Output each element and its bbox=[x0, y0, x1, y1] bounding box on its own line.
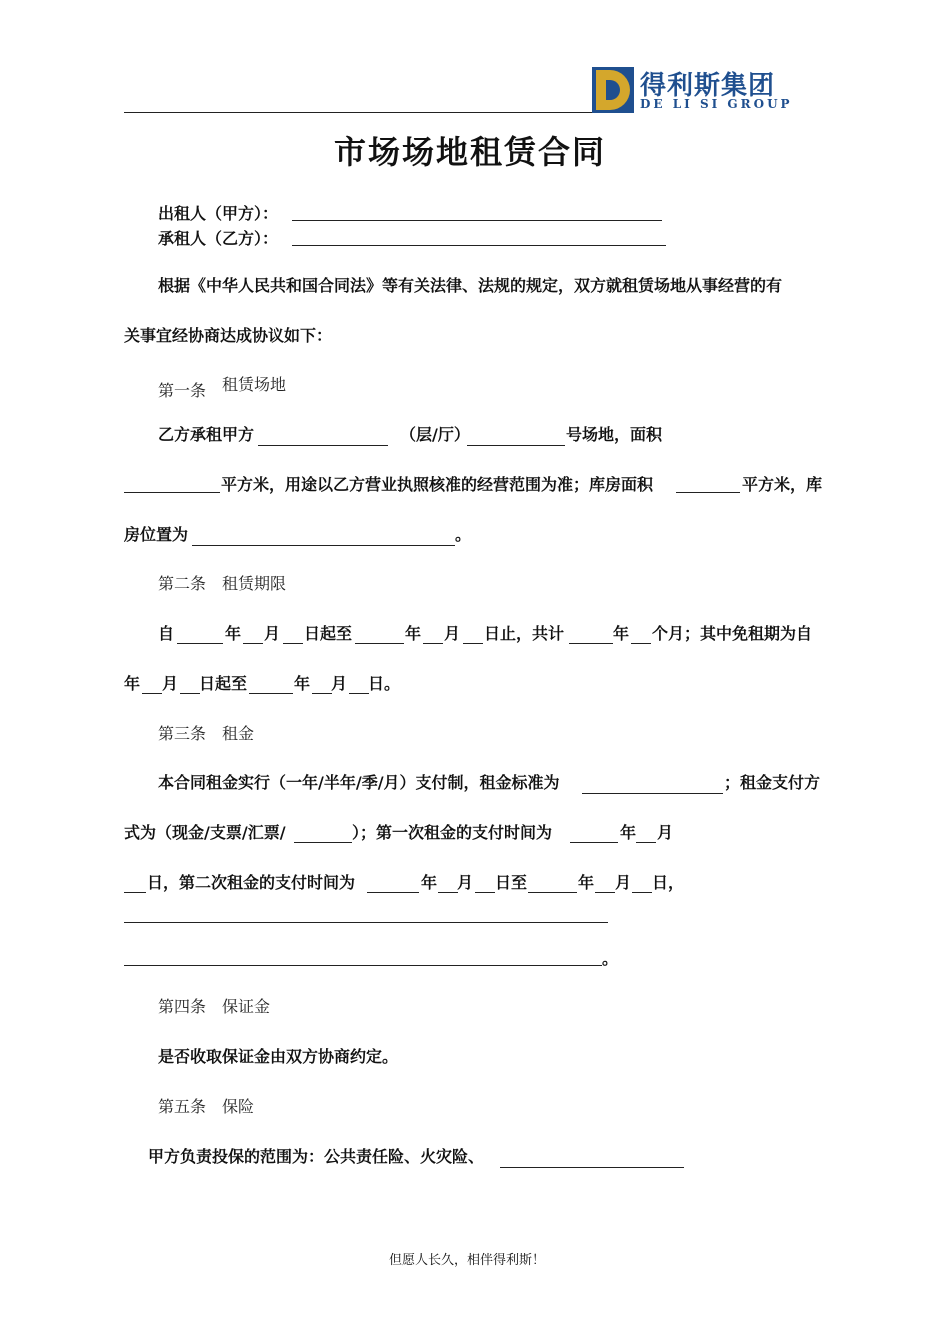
article-1-number: 第一条 bbox=[158, 381, 207, 400]
article-1-text-1: 乙方承租甲方 bbox=[158, 425, 255, 444]
blank-second-pay-year bbox=[367, 892, 419, 893]
article-1-text-4: 平方米，用途以乙方营业执照核准的经营范围为准；库房面积 bbox=[221, 475, 654, 494]
article-5-number: 第五条 bbox=[158, 1097, 207, 1116]
blank-free-end-month bbox=[312, 693, 332, 694]
logo-brand-cn: 得利斯集团 bbox=[640, 71, 776, 101]
blank-site-number bbox=[467, 445, 565, 446]
first-pay-month: 月 bbox=[657, 823, 674, 842]
blank-second-end-day bbox=[632, 892, 652, 893]
blank-area bbox=[124, 492, 220, 493]
blank-payment-method bbox=[294, 842, 352, 843]
article-3-text-5: 日，第二次租金的支付时间为 bbox=[147, 873, 356, 892]
article-4-heading: 保证金 bbox=[222, 997, 271, 1016]
blank-start-year bbox=[177, 643, 223, 644]
blank-insurance-scope bbox=[500, 1167, 684, 1168]
article-3-text-2: ；租金支付方 bbox=[724, 773, 821, 792]
blank-end-month bbox=[423, 643, 443, 644]
term-month-1: 月 bbox=[264, 624, 281, 643]
article-3-text-1: 本合同租金实行（一年/半年/季/月）支付制，租金标准为 bbox=[158, 773, 560, 792]
blank-second-end-year bbox=[528, 892, 577, 893]
blank-extra-line-2 bbox=[124, 965, 602, 966]
lessor-label: 出租人（甲方）： bbox=[158, 204, 279, 223]
logo-brand-en: DE LI SI GROUP bbox=[640, 97, 793, 111]
article-1-text-2: （层/厅） bbox=[400, 425, 470, 444]
article-2-number: 第二条 bbox=[158, 574, 207, 593]
article-3-text-3: 式为（现金/支票/汇票/ bbox=[124, 823, 286, 842]
second-pay-end: 日， bbox=[652, 873, 685, 892]
free-end: 日。 bbox=[368, 674, 401, 693]
blank-free-start-day bbox=[180, 693, 200, 694]
blank-first-pay-day bbox=[124, 892, 146, 893]
article-4-body: 是否收取保证金由双方协商约定。 bbox=[158, 1047, 399, 1066]
free-year-1: 年 bbox=[124, 674, 141, 693]
article-1-text-3: 号场地，面积 bbox=[566, 425, 663, 444]
blank-free-end-day bbox=[349, 693, 369, 694]
blank-first-pay-year bbox=[570, 842, 618, 843]
blank-start-day bbox=[283, 643, 303, 644]
second-pay-year-1: 年 bbox=[421, 873, 438, 892]
term-end-total: 日止，共计 bbox=[484, 624, 565, 643]
term-months-free: 个月；其中免租期为自 bbox=[652, 624, 813, 643]
blank-end-year bbox=[355, 643, 404, 644]
term-year-1: 年 bbox=[225, 624, 242, 643]
blank-first-pay-month bbox=[636, 842, 656, 843]
free-month-1: 月 bbox=[162, 674, 179, 693]
article-3-number: 第三条 bbox=[158, 724, 207, 743]
free-year-2: 年 bbox=[294, 674, 311, 693]
blank-storage-area bbox=[676, 492, 740, 493]
blank-free-end-year bbox=[249, 693, 293, 694]
term-year-2: 年 bbox=[405, 624, 422, 643]
blank-storage-location bbox=[192, 545, 455, 546]
article-1-text-6: 房位置为 bbox=[124, 525, 189, 544]
blank-floor bbox=[258, 445, 388, 446]
article-1-text-5: 平方米，库 bbox=[742, 475, 823, 494]
article-1-text-7: 。 bbox=[455, 525, 472, 544]
free-month-2: 月 bbox=[331, 674, 348, 693]
second-pay-year-2: 年 bbox=[578, 873, 595, 892]
second-pay-to: 日至 bbox=[495, 873, 528, 892]
blank-free-start-month bbox=[142, 693, 162, 694]
header-rule bbox=[124, 112, 594, 113]
document-title: 市场场地租赁合同 bbox=[334, 133, 607, 171]
article-3-end: 。 bbox=[602, 949, 619, 968]
article-5-heading: 保险 bbox=[222, 1097, 255, 1116]
lessee-blank bbox=[292, 245, 666, 246]
intro-line-1: 根据《中华人民共和国合同法》等有关法律、法规的规定，双方就租赁场地从事经营的有 bbox=[158, 276, 783, 295]
article-5-body: 甲方负责投保的范围为：公共责任险、火灾险、 bbox=[148, 1147, 485, 1166]
second-pay-month-1: 月 bbox=[457, 873, 474, 892]
term-month-2: 月 bbox=[444, 624, 461, 643]
lessee-label: 承租人（乙方）： bbox=[158, 229, 279, 248]
blank-second-pay-day bbox=[475, 892, 495, 893]
blank-total-months bbox=[631, 643, 651, 644]
blank-total-years bbox=[569, 643, 613, 644]
blank-start-month bbox=[243, 643, 263, 644]
blank-second-end-month bbox=[595, 892, 615, 893]
footer-slogan: 但愿人长久，相伴得利斯！ bbox=[389, 1253, 546, 1268]
blank-end-day bbox=[463, 643, 483, 644]
term-from-to: 日起至 bbox=[304, 624, 353, 643]
lessor-blank bbox=[292, 220, 662, 221]
article-3-heading: 租金 bbox=[222, 724, 255, 743]
company-logo bbox=[592, 67, 824, 113]
article-4-number: 第四条 bbox=[158, 997, 207, 1016]
article-3-text-4: ）；第一次租金的支付时间为 bbox=[352, 823, 553, 842]
term-zi: 自 bbox=[158, 624, 175, 643]
blank-rent-standard bbox=[582, 793, 723, 794]
article-1-heading: 租赁场地 bbox=[222, 375, 287, 394]
term-year-3: 年 bbox=[613, 624, 630, 643]
logo-d-icon bbox=[592, 67, 634, 113]
intro-line-2: 关事宜经协商达成协议如下： bbox=[124, 326, 333, 345]
blank-second-pay-month bbox=[438, 892, 458, 893]
article-2-heading: 租赁期限 bbox=[222, 574, 287, 593]
blank-extra-line-1 bbox=[124, 922, 608, 923]
free-from-to: 日起至 bbox=[199, 674, 248, 693]
second-pay-month-2: 月 bbox=[615, 873, 632, 892]
first-pay-year: 年 bbox=[620, 823, 637, 842]
